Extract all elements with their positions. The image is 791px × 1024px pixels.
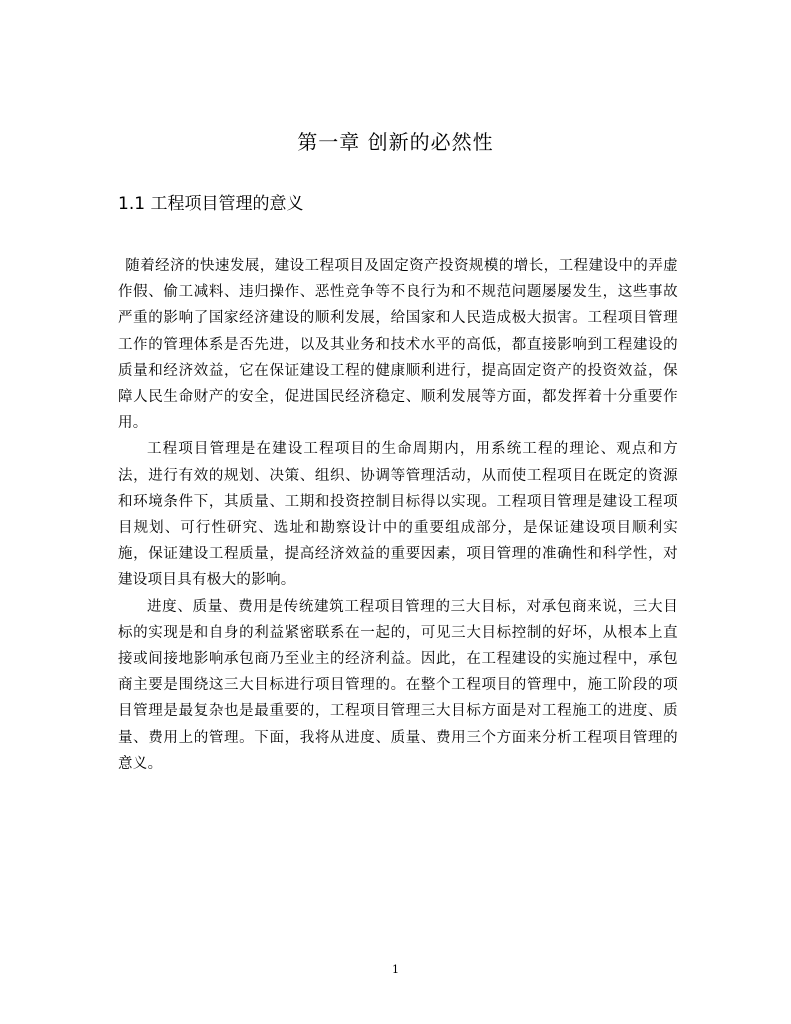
- body-text: [118, 253, 678, 777]
- paragraph: 随着经济的快速发展，建设工程项目及固定资产投资规模的增长，工程建设中的弄虚作假、偷工减料、违归操作、恶性竞争等不良行为和不规范问题屡屡发生，这些事故严重的影响了国家经济建设的顺利发展，给国家和人民造成极大损害。工程项目管理工作的管理体系是否先进，以及其业务和技术水平的高低，都直接影响到工程建设的质量和经济效益，它在保证建设工程的健康顺利进行，提高固定资产的投资效益，保障人民生命财产的安全，促进国民经济稳定、顺利发展等方面，都发挥着十分重要作用。: [118, 258, 678, 432]
- section-title: 1.1 工程项目管理的意义: [118, 194, 304, 214]
- paragraph: 工程项目管理是在建设工程项目的生命周期内，用系统工程的理论、观点和方法，进行有效的规划、决策、组织、协调等管理活动，从而使工程项目在既定的资源和环境条件下，其质量、工期和投资控制目标得以实现。工程项目管理是建设工程项目规划、可行性研究、选址和勘察设计中的重要组成部分，是保证建设项目顺利实施，保证建设工程质量，提高经济效益的重要因素，项目管理的准确性和科学性，对建设项目具有极大的影响。: [118, 441, 678, 589]
- chapter-title: 第一章 创新的必然性: [297, 130, 494, 154]
- page-number: 1: [392, 963, 399, 976]
- paragraph: 进度、质量、费用是传统建筑工程项目管理的三大目标，对承包商来说，三大目标的实现是和自身的利益紧密联系在一起的，可见三大目标控制的好坏，从根本上直接或间接地影响承包商乃至业主的经济利益。因此，在工程建设的实施过程中，承包商主要是围绕这三大目标进行项目管理的。在整个工程项目的管理中，施工阶段的项目管理是最复杂也是最重要的，工程项目管理三大目标方面是对工程施工的进度、质量、费用上的管理。下面，我将从进度、质量、费用三个方面来分析工程项目管理的意义。: [118, 598, 678, 772]
